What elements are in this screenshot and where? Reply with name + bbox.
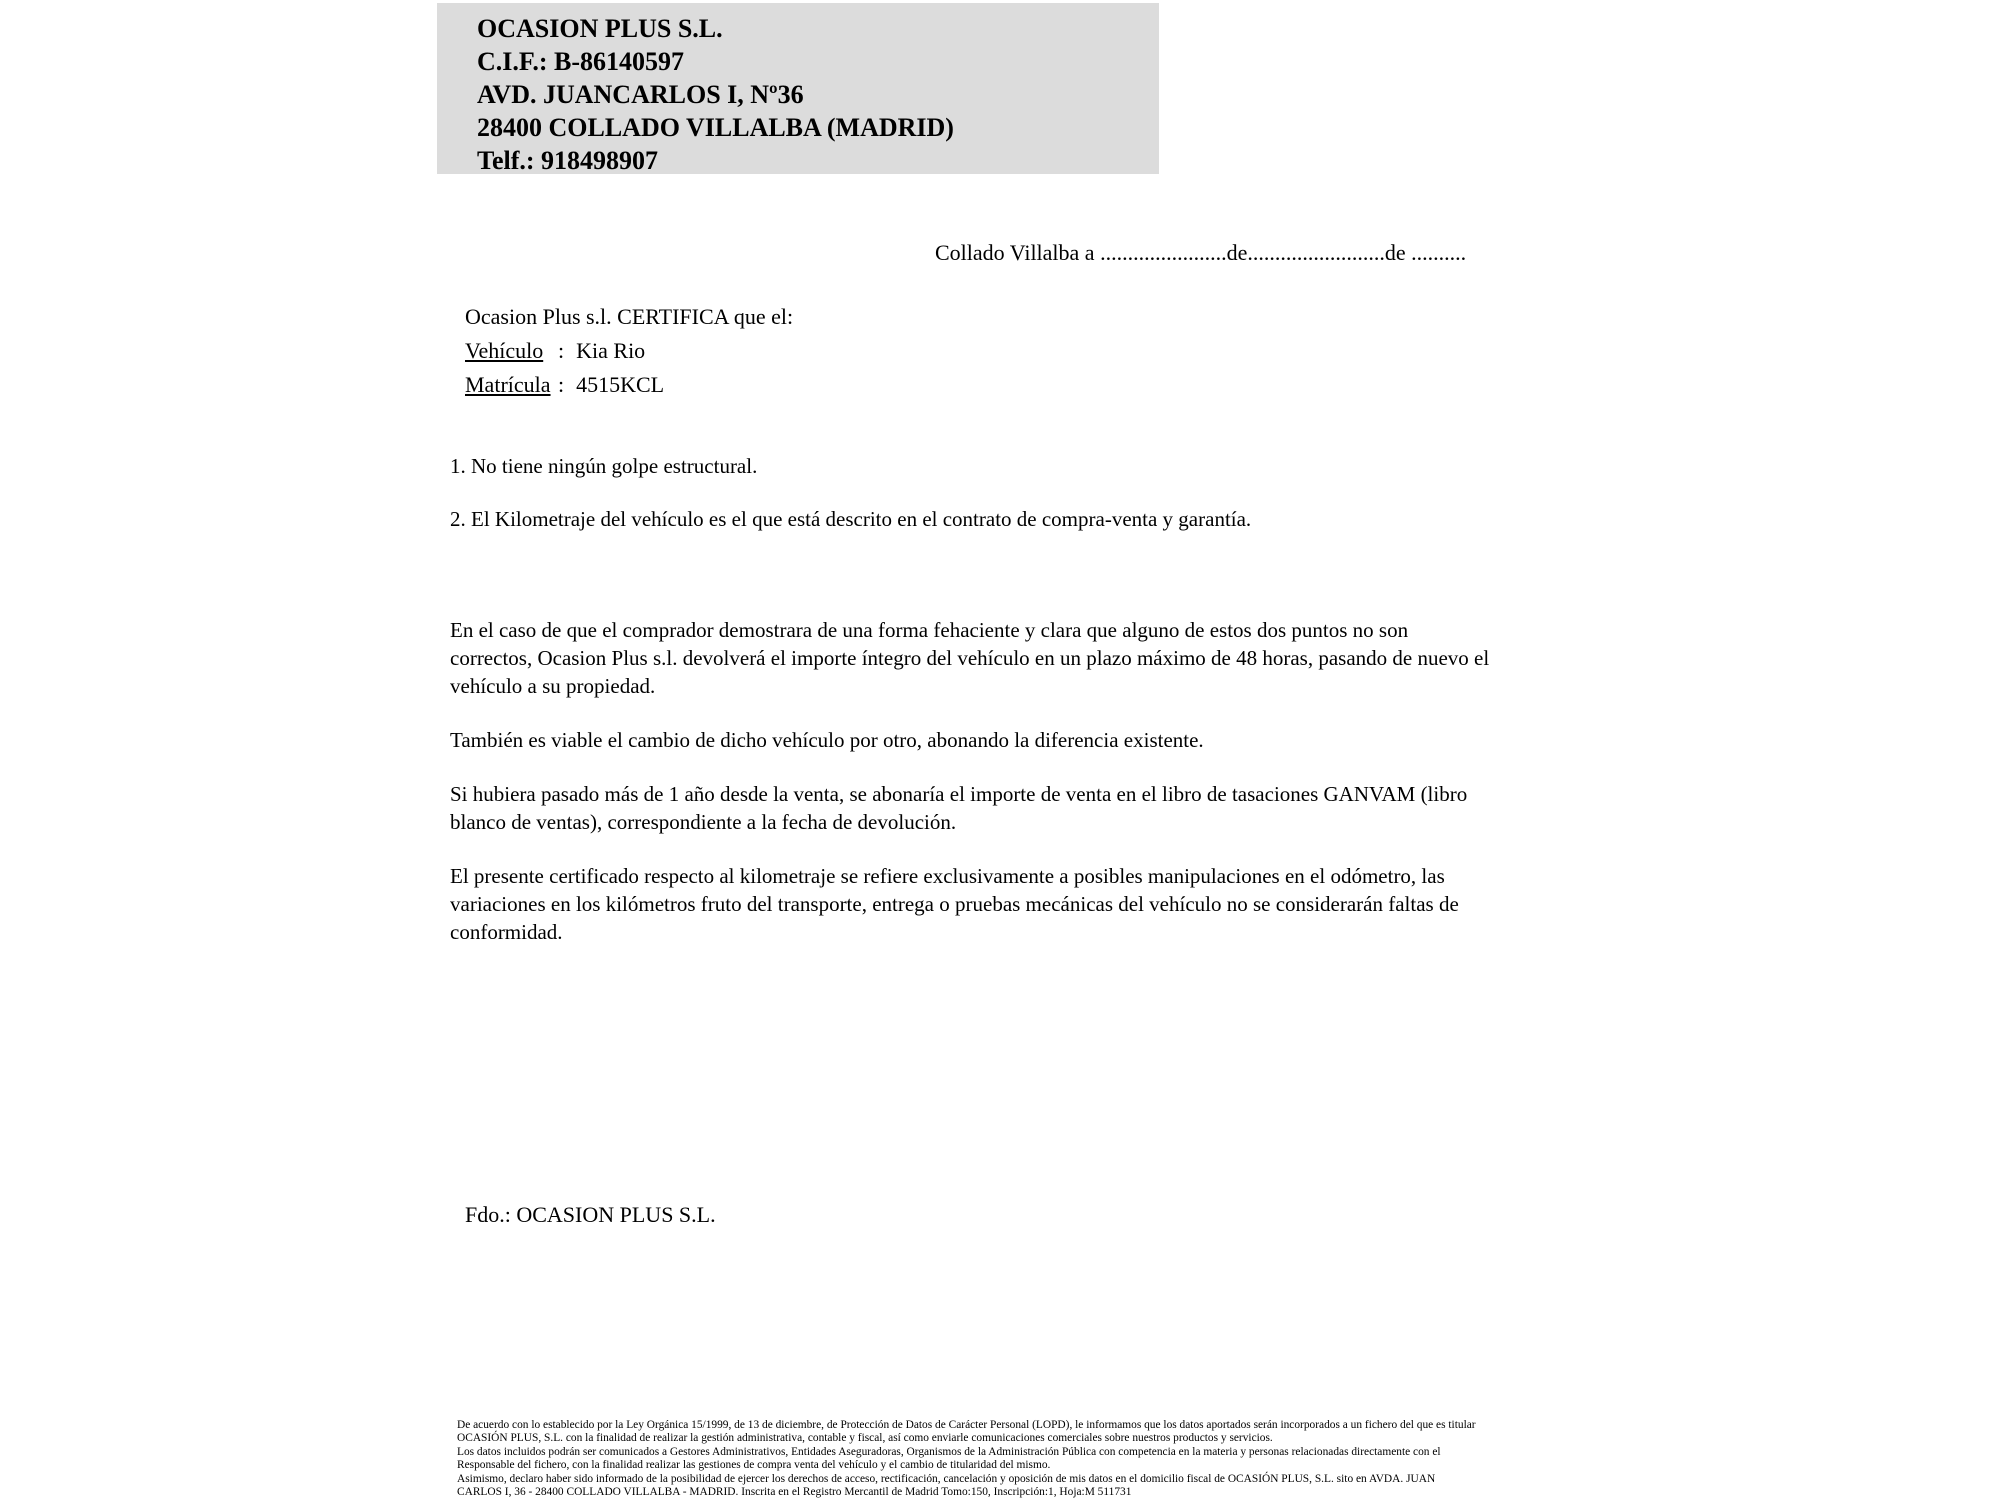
- certificate-intro: Ocasion Plus s.l. CERTIFICA que el:: [465, 304, 794, 329]
- vehicle-label: Vehículo: [465, 338, 544, 363]
- legal-line-4: Responsable del fichero, con la finalidad realizar las gestiones de compra venta del vehículo y el cambio de titularidad del mismo.: [457, 1459, 1051, 1472]
- vehicle-field-row: [465, 334, 793, 368]
- vehicle-value: Kia Rio: [576, 338, 646, 363]
- vehicle-separator: :: [558, 338, 565, 363]
- legal-line-6: CARLOS I, 36 - 28400 COLLADO VILLALBA - MADRID. Inscrita en el Registro Mercantil de Madrid Tomo:150, Inscripción:1, Hoja:M 511731: [457, 1486, 1132, 1499]
- numbered-points: [450, 452, 1560, 558]
- paragraph-ganvam: Si hubiera pasado más de 1 año desde la venta, se abonaría el importe de venta en el libro de tasaciones GANVAM (libro blanco de ventas), correspondiente a la fecha de devolución.: [450, 782, 1468, 834]
- company-address: AVD. JUANCARLOS I, Nº36: [477, 80, 804, 109]
- plate-field-row: [465, 368, 793, 402]
- plate-separator: :: [558, 372, 565, 397]
- company-name: OCASION PLUS S.L.: [477, 14, 723, 43]
- plate-label: Matrícula: [465, 372, 551, 397]
- paragraph-refund: En el caso de que el comprador demostrara de una forma fehaciente y clara que alguno de estos dos puntos no son correctos, Ocasion Plus s.l. devolverá el importe íntegro del vehículo en un plazo máximo de 48 horas, pasando de nuevo el vehículo a su propiedad.: [450, 618, 1490, 698]
- certificate-block: [465, 300, 793, 402]
- company-cif: C.I.F.: B-86140597: [477, 47, 685, 76]
- legal-line-1: De acuerdo con lo establecido por la Ley Orgánica 15/1999, de 13 de diciembre, de Protección de Datos de Carácter Personal (LOPD), le informamos que los datos aportados serán incorporados a un fichero del que es titular: [457, 1419, 1476, 1431]
- paragraph-exchange: También es viable el cambio de dicho vehículo por otro, abonando la diferencia existente.: [450, 728, 1204, 752]
- point-structural: 1. No tiene ningún golpe estructural.: [450, 454, 758, 478]
- signature-line: Fdo.: OCASION PLUS S.L.: [465, 1202, 716, 1227]
- legal-line-2: OCASIÓN PLUS, S.L. con la finalidad de realizar la gestión administrativa, contable y fiscal, así como enviarle comunicaciones comerciales sobre nuestros productos y servicios.: [457, 1432, 1273, 1445]
- plate-value: 4515KCL: [576, 372, 665, 397]
- company-header-block: [437, 3, 1159, 174]
- company-city: 28400 COLLADO VILLALBA (MADRID): [477, 113, 954, 142]
- company-phone: Telf.: 918498907: [477, 146, 659, 175]
- paragraph-odometer: El presente certificado respecto al kilometraje se refiere exclusivamente a posibles manipulaciones en el odómetro, las variaciones en los kilómetros fruto del transporte, entrega o pruebas mecánicas del vehículo no se considerarán faltas de conformidad.: [450, 864, 1459, 944]
- body-paragraphs: [450, 616, 1495, 972]
- point-mileage: 2. El Kilometraje del vehículo es el que está descrito en el contrato de compra-venta y garantía.: [450, 507, 1252, 531]
- legal-notice: [457, 1419, 1476, 1499]
- date-fill-in-line: Collado Villalba a .......................de.........................de ..........: [935, 240, 1467, 265]
- legal-line-3: Los datos incluidos podrán ser comunicados a Gestores Administrativos, Entidades Aseguradoras, Organismos de la Administración Pública con competencia en la materia y personas relacionadas directamente con el: [457, 1445, 1441, 1458]
- legal-line-5: Asimismo, declaro haber sido informado de la posibilidad de ejercer los derechos de acceso, rectificación, cancelación y oposición de mis datos en el domicilio fiscal de OCASIÓN PLUS, S.L. sito en AVDA. JUAN: [457, 1472, 1436, 1485]
